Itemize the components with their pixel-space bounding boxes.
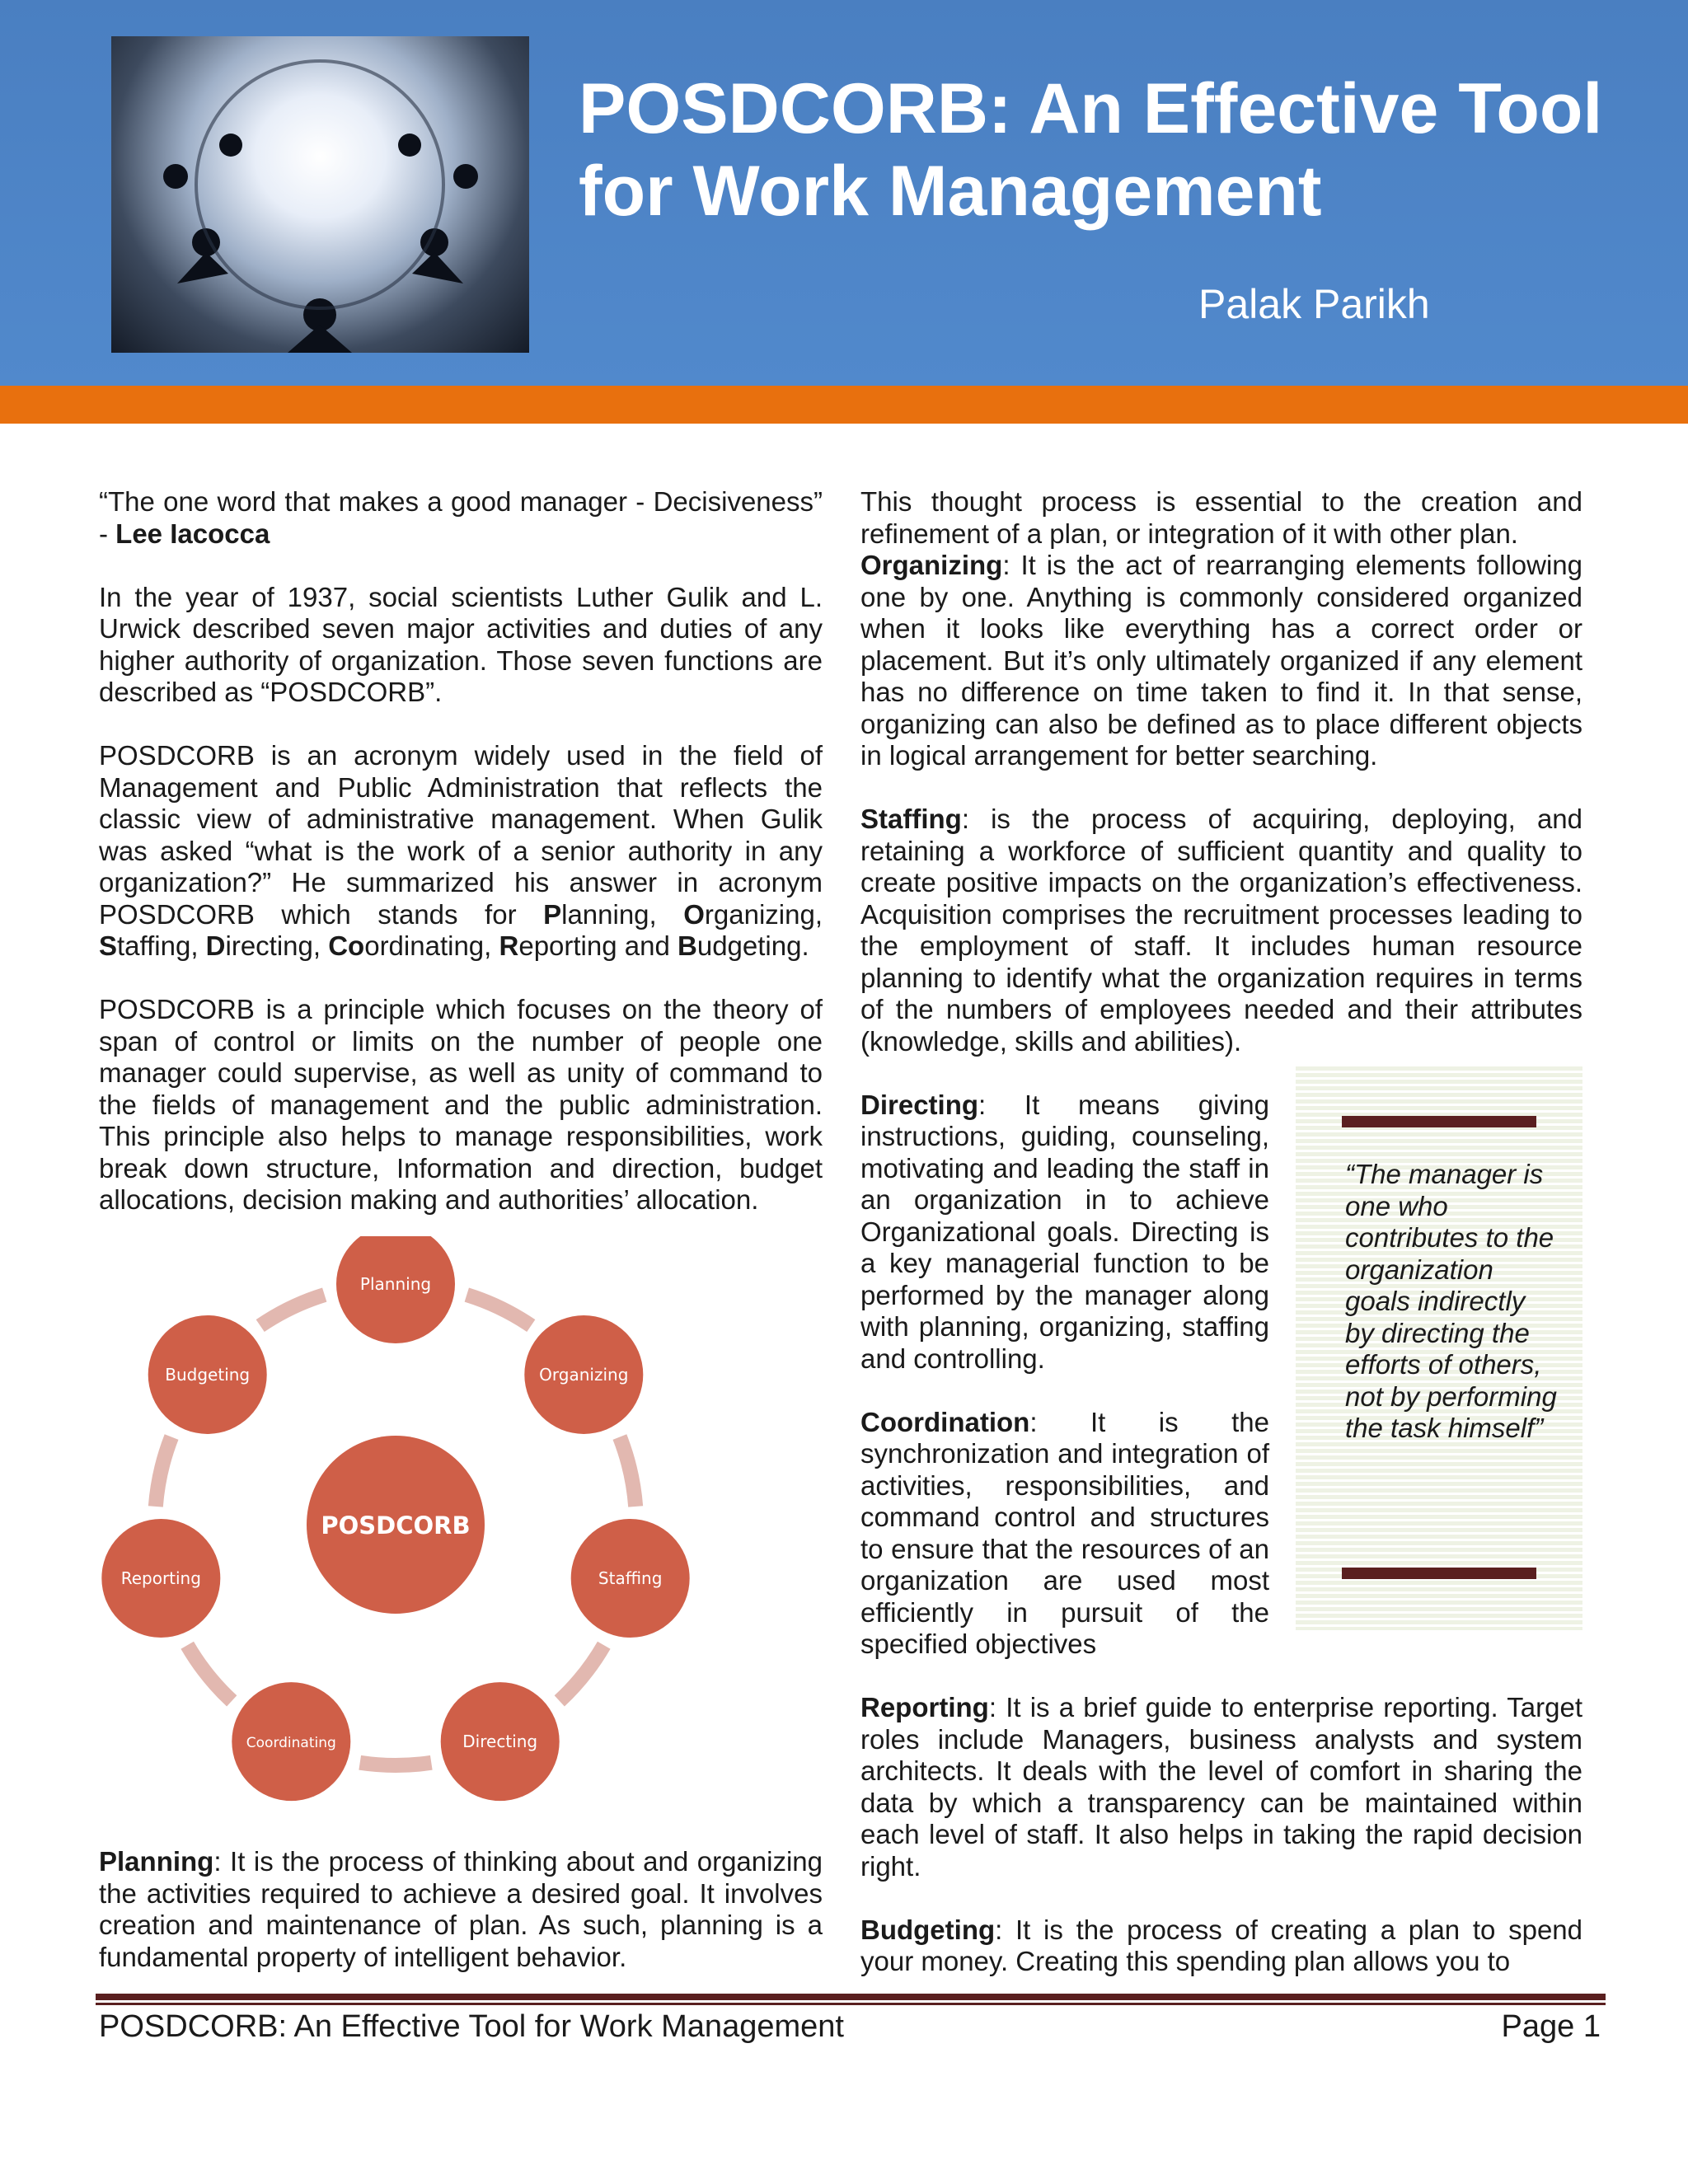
pull-quote-text: “The manager is one who contributes to the organization goals indirectly by directing the efforts of others, not by performing the task himself” [1345,1159,1557,1443]
footer-rule [96,1994,1606,2000]
cycle-connector [260,1295,325,1326]
center-node-label: POSDCORB [321,1511,471,1540]
pull-quote-top-rule [1342,1116,1536,1127]
footer-rule-thin [96,2003,1606,2005]
reporting-paragraph: Reporting: It is a brief guide to enterprise reporting. Target roles include Managers, business analysts and system architects. It deals with the level of comfort in sharing the data by which a transparency can be maintained within each level of staff. It also helps in taking the rapid decision right. [860,1692,1582,1882]
cycle-node-label: Directing [462,1732,538,1752]
footer-title: POSDCORB: An Effective Tool for Work Management [99,2009,844,2044]
cycle-node-label: Budgeting [165,1364,251,1385]
cycle-connector [620,1437,635,1507]
cycle-connector [360,1763,432,1765]
cycle-node-label: Organizing [539,1364,629,1385]
cover-image [111,36,529,353]
page-number: Page 1 [1501,2009,1601,2044]
quote-author: Lee Iacocca [115,518,270,549]
cycle-connector [560,1645,604,1701]
cycle-connector [187,1645,232,1701]
budgeting-paragraph: Budgeting: It is the process of creating a plan to spend your money. Creating this spending plan allows you to [860,1914,1582,1976]
acronym-paragraph: POSDCORB is an acronym widely used in the field of Management and Public Administration that reflects the classic view of administrative management. When Gulik was asked “what is the work of a senior authority in any organization?” He summarized his answer in acronym POSDCORB which stands for Planning, Organizing, Staffing, Directing, Coordinating, Reporting and Budgeting. [99,740,823,961]
opening-quote: “The one word that makes a good manager - Decisiveness” - Lee Iacocca [99,486,823,549]
posdcorb-cycle-diagram [99,1236,709,1830]
header-accent-band [0,386,1688,424]
pull-quote-box [1296,1066,1582,1630]
principle-paragraph: POSDCORB is a principle which focuses on the theory of span of control or limits on the number of people one manager could supervise, as well as unity of command to the fields of management and the public administration. This principle also helps to manage responsibilities, work break down structure, Information and direction, budget allocations, decision making and authorities’ allocation. [99,994,823,1215]
planning-continued: This thought process is essential to the creation and refinement of a plan, or integration of it with other plan. [860,486,1582,549]
left-column [99,486,823,1248]
cycle-node-label: Staffing [598,1568,663,1588]
directing-paragraph: Directing: It means giving instructions, guiding, counseling, motivating and leading the staff in an organization in to achieve Organizational goals. Directing is a key managerial function to be performed by the manager along with planning, organizing, staffing and controlling. [860,1089,1269,1374]
cycle-node-label: Reporting [120,1568,201,1588]
planning-section [99,1846,823,1973]
staffing-paragraph: Staffing: is the process of acquiring, deploying, and retaining a workforce of sufficient quantity and quality to create positive impacts on the organization’s effectiveness. Acquisition comprises the recruitment processes leading to the employment of staff. It includes human resource planning to identify what the organization requires in terms of the numbers of employees needed and their attributes (knowledge, skills and abilities). [860,804,1582,1057]
intro-paragraph: In the year of 1937, social scientists Luther Gulik and L. Urwick described seven major activities and duties of any higher authority of organization. Those seven functions are described as “POSDCORB”. [99,581,823,707]
cycle-node-label: Coordinating [246,1735,336,1752]
cycle-node-label: Planning [359,1274,432,1294]
author-name: Palak Parikh [1198,281,1430,327]
cycle-connector [156,1437,171,1507]
pull-quote-bottom-rule [1342,1568,1536,1579]
document-title: POSDCORB: An Effective Tool for Work Management [579,69,1603,231]
coordination-paragraph: Coordination: It is the synchronization and integration of activities, responsibilities, and command control and structures to ensure that the resources of an organization are used most efficiently in pursuit of the specified objectives [860,1406,1269,1659]
organizing-paragraph: Organizing: It is the act of rearranging elements following one by one. Anything is commonly considered organized when it looks like everything has a correct order or placement. But it’s only ultimately organized if any element has no difference on time taken to find it. In that sense, organizing can also be defined as to place different objects in logical arrangement for better searching. [860,550,1582,771]
planning-paragraph: Planning: It is the process of thinking about and organizing the activities required to achieve a desired goal. It involves creation and maintenance of plan. As such, planning is a fundamental property of intelligent behavior. [99,1846,823,1972]
cycle-connector [467,1295,531,1326]
